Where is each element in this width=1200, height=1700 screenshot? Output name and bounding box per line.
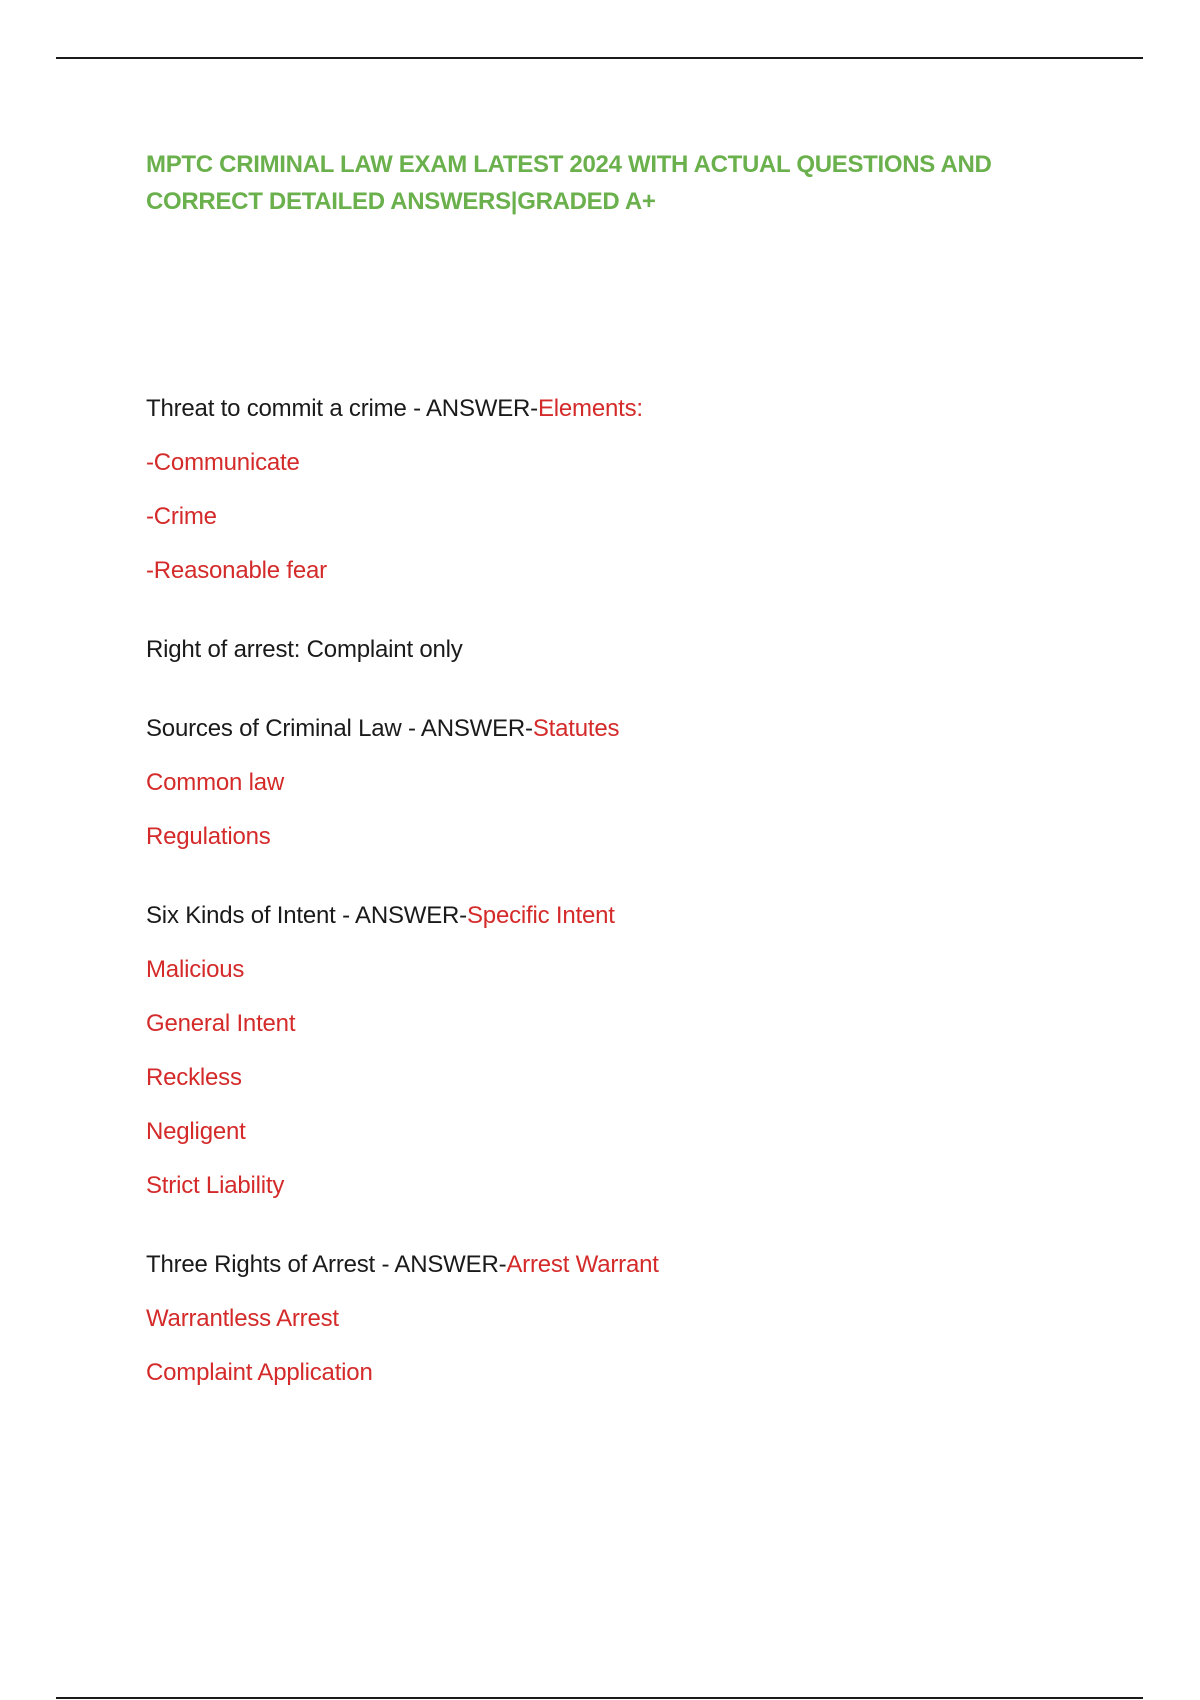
answer-line: General Intent [146,1010,296,1037]
question-line [146,396,1046,422]
document-title [146,146,1046,220]
answer-line: Regulations [146,823,271,850]
document-header [146,146,1046,220]
bottom-divider [56,1697,1143,1699]
qa-list [146,396,1046,1439]
qa-item [146,637,1046,663]
answer-text: Elements: [537,395,643,422]
question-text: Three Rights of Arrest - ANSWER- [146,1251,507,1278]
answer-line: Negligent [146,1118,246,1145]
title-line-1: MPTC CRIMINAL LAW EXAM LATEST 2024 WITH ACTUAL QUESTIONS AND [146,151,992,178]
question-line [146,637,1046,663]
question-text: Six Kinds of Intent - ANSWER- [146,902,467,929]
qa-item [146,903,1046,1199]
answer-line: Reckless [146,1064,242,1091]
answer-line: Complaint Application [146,1359,373,1386]
qa-item [146,1252,1046,1386]
qa-item [146,396,1046,584]
answer-line: Common law [146,769,285,796]
answer-line: -Reasonable fear [146,557,327,584]
question-text: Right of arrest: Complaint only [146,636,463,663]
question-line [146,1252,1046,1278]
title-line-2: CORRECT DETAILED ANSWERS|GRADED A+ [146,188,656,215]
question-text: Threat to commit a crime - ANSWER- [146,395,538,422]
answer-line: -Communicate [146,449,300,476]
question-line [146,716,1046,742]
answer-line: -Crime [146,503,217,530]
question-text: Sources of Criminal Law - ANSWER- [146,715,533,742]
answer-text: Arrest Warrant [506,1251,659,1278]
answer-line: Malicious [146,956,245,983]
answer-line: Strict Liability [146,1172,285,1199]
question-line [146,903,1046,929]
top-divider [56,57,1143,59]
qa-item [146,716,1046,850]
answer-line: Warrantless Arrest [146,1305,339,1332]
answer-text: Specific Intent [466,902,615,929]
answer-text: Statutes [532,715,620,742]
